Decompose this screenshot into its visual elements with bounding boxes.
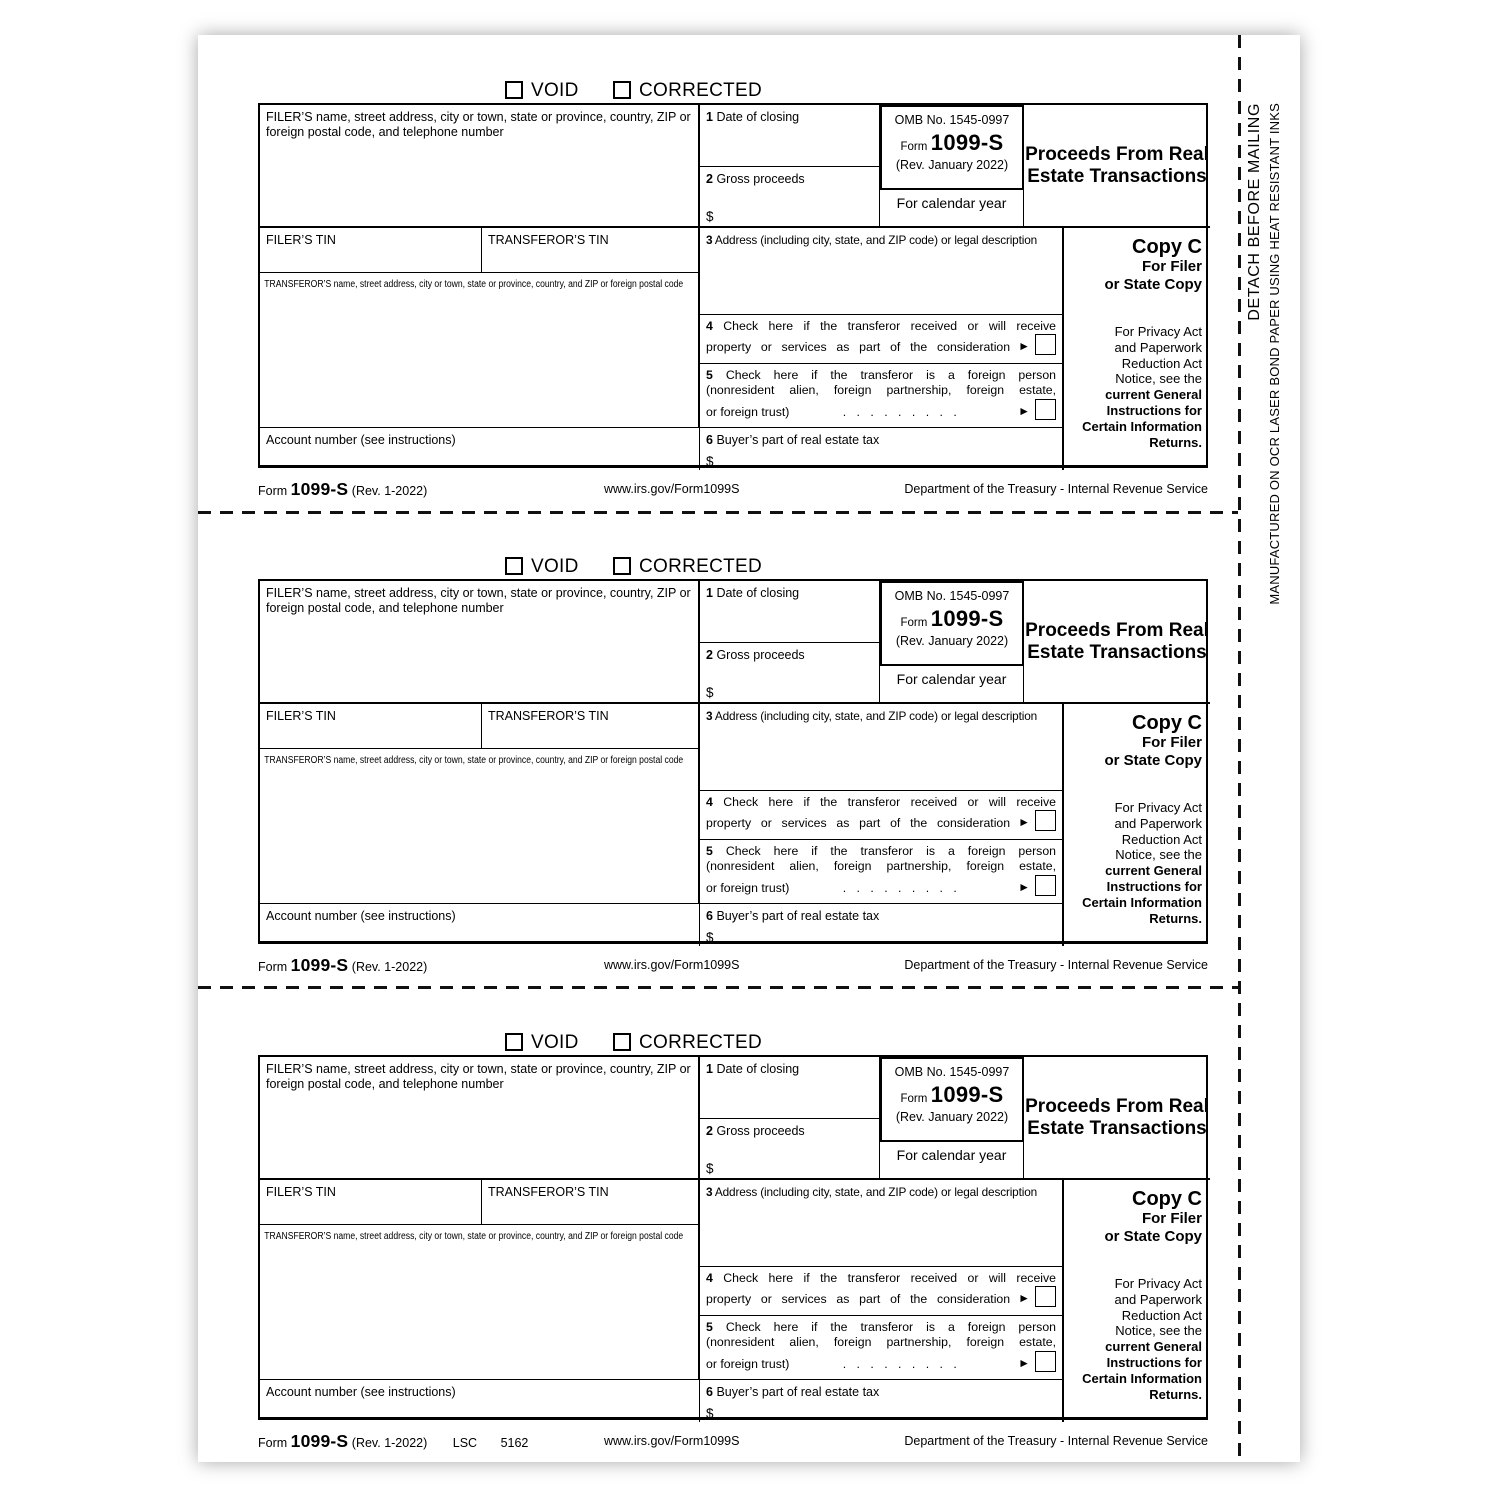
box5-text-line2: (nonresident alien, foreign partnership, foreign estate, (706, 859, 1056, 873)
box4-text-line2: property or services as part of the consideration (706, 340, 1011, 354)
form-grid (258, 1055, 1208, 1420)
void-label: VOID (531, 80, 579, 101)
transferor-tin-field[interactable] (482, 1180, 700, 1225)
transferor-tin-label: TRANSFEROR’S TIN (488, 233, 609, 247)
privacy-line-bold: Certain Information (1082, 418, 1202, 434)
footer-irs-url: www.irs.gov/Form1099S (604, 1434, 740, 1448)
filer-name-address-field[interactable] (260, 105, 700, 228)
box5-text-line2: (nonresident alien, foreign partnership, foreign estate, (706, 1335, 1056, 1349)
corrected-checkbox[interactable] (613, 81, 631, 99)
horizontal-perforation-2 (198, 986, 1238, 989)
transferor-tin-label: TRANSFEROR’S TIN (488, 709, 609, 723)
form-number-block (882, 604, 1022, 631)
filer-name-address-field[interactable] (260, 1057, 700, 1180)
form-number: 1099-S (930, 1082, 1004, 1107)
copy-subtitle-1: For Filer (1141, 734, 1202, 751)
transferor-name-address-field[interactable] (260, 1225, 700, 1380)
buyers-real-estate-tax-field[interactable] (700, 428, 1064, 470)
copy-subtitle-2: or State Copy (1104, 1228, 1202, 1245)
privacy-line-bold: Returns. (1149, 1386, 1202, 1402)
form-number-block (882, 128, 1022, 155)
box5-text-line3: or foreign trust) (706, 405, 790, 419)
privacy-line-bold: Instructions for (1106, 878, 1202, 894)
form-title (1024, 581, 1210, 704)
footer-revision: (Rev. 1-2022) (351, 1436, 428, 1450)
form-1099s-copy-1 (258, 78, 1208, 498)
form-sheet (198, 35, 1300, 1462)
form-footer (258, 955, 1208, 977)
filer-tin-field[interactable] (260, 1180, 482, 1225)
box6-number: 6 (706, 1385, 713, 1399)
privacy-line-bold: Certain Information (1082, 894, 1202, 910)
account-number-field[interactable] (260, 904, 700, 946)
corrected-label: CORRECTED (639, 80, 763, 101)
filer-tin-label: FILER’S TIN (266, 709, 336, 723)
date-of-closing-field[interactable] (700, 581, 880, 643)
box3-label: Address (including city, state, and ZIP code) or legal description (714, 233, 1038, 247)
footer-department: Department of the Treasury - Internal Revenue Service (904, 482, 1208, 496)
filer-name-address-label: FILER’S name, street address, city or town, state or province, country, ZIP or foreign postal code, and telephone number (266, 586, 691, 615)
privacy-act-notice (1082, 800, 1202, 926)
void-checkbox[interactable] (505, 557, 523, 575)
box4-text-line2: property or services as part of the consideration (706, 816, 1011, 830)
paper-stock-text: MANUFACTURED ON OCR LASER BOND PAPER USING HEAT RESISTANT INKS (1267, 103, 1282, 605)
box5-checkbox[interactable] (1035, 399, 1056, 420)
omb-block (880, 105, 1024, 190)
filer-name-address-label: FILER’S name, street address, city or town, state or province, country, ZIP or foreign postal code, and telephone number (266, 1062, 691, 1091)
box6-number: 6 (706, 909, 713, 923)
omb-number: OMB No. 1545-0997 (894, 113, 1010, 127)
omb-block (880, 1057, 1024, 1142)
form-title (1024, 1057, 1210, 1180)
box5-checkbox[interactable] (1035, 875, 1056, 896)
box3-label: Address (including city, state, and ZIP code) or legal description (714, 709, 1038, 723)
privacy-line-bold: Returns. (1149, 910, 1202, 926)
box4-number: 4 (706, 795, 713, 809)
corrected-checkbox[interactable] (613, 1033, 631, 1051)
form-title (1024, 105, 1210, 228)
footer-department: Department of the Treasury - Internal Revenue Service (904, 1434, 1208, 1448)
form-revision: (Rev. January 2022) (895, 158, 1009, 172)
void-corrected-row (258, 554, 1208, 578)
omb-number: OMB No. 1545-0997 (894, 1065, 1010, 1079)
box4-checkbox[interactable] (1035, 810, 1056, 831)
copy-designation-column (1064, 704, 1210, 946)
privacy-line-bold: current General (1105, 387, 1202, 403)
footer-form-number: 1099-S (290, 1431, 349, 1451)
horizontal-perforation-1 (198, 511, 1238, 514)
privacy-line: Notice, see the (1115, 371, 1202, 387)
corrected-checkbox[interactable] (613, 557, 631, 575)
pointer-arrow-icon: ► (1018, 880, 1030, 894)
footer-department: Department of the Treasury - Internal Revenue Service (904, 958, 1208, 972)
copy-subtitle-1: For Filer (1141, 1210, 1202, 1227)
privacy-line: and Paperwork (1114, 339, 1202, 355)
side-strip (1245, 103, 1282, 670)
filer-tin-label: FILER’S TIN (266, 1185, 336, 1199)
address-legal-description-field[interactable] (700, 228, 1064, 315)
filer-name-address-label: FILER’S name, street address, city or town, state or province, country, ZIP or foreign postal code, and telephone number (266, 110, 691, 139)
form-title-line1: Proceeds From Real (1025, 620, 1209, 641)
address-legal-description-field[interactable] (700, 704, 1064, 791)
box6-dollar-sign: $ (706, 454, 714, 469)
pointer-arrow-icon: ► (1018, 1356, 1030, 1370)
filer-tin-field[interactable] (260, 704, 482, 749)
omb-block (880, 581, 1024, 666)
privacy-line: Notice, see the (1115, 1323, 1202, 1339)
privacy-line: For Privacy Act (1114, 324, 1202, 339)
calendar-year-field[interactable] (880, 190, 1024, 228)
form-footer (258, 479, 1208, 501)
privacy-line-bold: Returns. (1149, 434, 1202, 450)
calendar-year-field[interactable] (880, 666, 1024, 704)
box4-checkbox[interactable] (1035, 334, 1056, 355)
box5-number: 5 (706, 368, 713, 382)
footer-irs-url: www.irs.gov/Form1099S (604, 958, 740, 972)
privacy-line: and Paperwork (1114, 815, 1202, 831)
box5-text-line1: Check here if the transferor is a foreign person (725, 844, 1056, 858)
transferor-name-address-label: TRANSFEROR’S name, street address, city or town, state or province, country, and ZIP or foreign postal code (264, 755, 684, 766)
form-title-line1: Proceeds From Real (1025, 1096, 1209, 1117)
privacy-line-bold: Instructions for (1106, 1354, 1202, 1370)
box3-number: 3 (706, 233, 713, 247)
corrected-label: CORRECTED (639, 556, 763, 577)
printer-code-number: 5162 (500, 1436, 529, 1450)
box1-label: Date of closing (716, 110, 800, 124)
box4-checkbox[interactable] (1035, 1286, 1056, 1307)
box4-text-line1: Check here if the transferor received or will receive (723, 1271, 1057, 1285)
pointer-arrow-icon: ► (1018, 815, 1030, 829)
box5-text-line2: (nonresident alien, foreign partnership, foreign estate, (706, 383, 1056, 397)
footer-revision: (Rev. 1-2022) (351, 484, 428, 498)
footer-form-word: Form (258, 1436, 288, 1450)
box2-label: Gross proceeds (716, 172, 805, 186)
privacy-line: Reduction Act (1121, 355, 1202, 371)
copy-title: Copy C (1132, 1188, 1202, 1210)
address-legal-description-field[interactable] (700, 1180, 1064, 1267)
footer-revision: (Rev. 1-2022) (351, 960, 428, 974)
privacy-line: For Privacy Act (1114, 1276, 1202, 1291)
filer-tin-field[interactable] (260, 228, 482, 273)
form-number-block (882, 1080, 1022, 1107)
box4-text-line2: property or services as part of the consideration (706, 1292, 1011, 1306)
box4-text-line1: Check here if the transferor received or will receive (723, 795, 1057, 809)
box2-number: 2 (706, 172, 713, 186)
box2-dollar-sign: $ (706, 209, 714, 224)
copy-subtitle-2: or State Copy (1104, 752, 1202, 769)
transferor-tin-field[interactable] (482, 228, 700, 273)
box4-text-line1: Check here if the transferor received or will receive (723, 319, 1057, 333)
privacy-line: Reduction Act (1121, 831, 1202, 847)
buyers-real-estate-tax-field[interactable] (700, 904, 1064, 946)
account-number-label: Account number (see instructions) (266, 1385, 456, 1399)
pointer-arrow-icon: ► (1018, 339, 1030, 353)
box4-number: 4 (706, 1271, 713, 1285)
box1-number: 1 (706, 586, 713, 600)
box5-number: 5 (706, 844, 713, 858)
box2-label: Gross proceeds (716, 1124, 805, 1138)
box6-dollar-sign: $ (706, 1406, 714, 1421)
box4-number: 4 (706, 319, 713, 333)
printer-code-lsc: LSC (452, 1436, 478, 1450)
filer-tin-label: FILER’S TIN (266, 233, 336, 247)
calendar-year-label: For calendar year (896, 195, 1007, 211)
date-of-closing-field[interactable] (700, 1057, 880, 1119)
box2-label: Gross proceeds (716, 648, 805, 662)
form-title-line1: Proceeds From Real (1025, 144, 1209, 165)
form-revision: (Rev. January 2022) (895, 1110, 1009, 1124)
gross-proceeds-field[interactable] (700, 1119, 880, 1180)
account-number-label: Account number (see instructions) (266, 433, 456, 447)
form-title-line2: Estate Transactions (1027, 1117, 1207, 1139)
void-checkbox[interactable] (505, 81, 523, 99)
privacy-line-bold: current General (1105, 1339, 1202, 1355)
footer-form-number: 1099-S (290, 479, 349, 499)
box5-number: 5 (706, 1320, 713, 1334)
box6-dollar-sign: $ (706, 930, 714, 945)
account-number-field[interactable] (260, 1380, 700, 1422)
form-title-line2: Estate Transactions (1027, 165, 1207, 187)
box4-property-services-check (700, 791, 1064, 840)
box2-dollar-sign: $ (706, 1161, 714, 1176)
box2-dollar-sign: $ (706, 685, 714, 700)
copy-designation-column (1064, 228, 1210, 470)
void-corrected-row (258, 1030, 1208, 1054)
privacy-line-bold: Certain Information (1082, 1370, 1202, 1386)
form-footer (258, 1431, 1208, 1453)
box1-label: Date of closing (716, 1062, 800, 1076)
privacy-act-notice (1082, 324, 1202, 450)
form-1099s-copy-2 (258, 554, 1208, 974)
pointer-arrow-icon: ► (1018, 1291, 1030, 1305)
dot-leaders: . . . . . . . . . (842, 881, 957, 895)
form-grid (258, 579, 1208, 944)
copy-title: Copy C (1132, 236, 1202, 258)
filer-name-address-field[interactable] (260, 581, 700, 704)
dot-leaders: . . . . . . . . . (842, 1357, 957, 1371)
privacy-line: Notice, see the (1115, 847, 1202, 863)
date-of-closing-field[interactable] (700, 105, 880, 167)
omb-number: OMB No. 1545-0997 (894, 589, 1010, 603)
gross-proceeds-field[interactable] (700, 167, 880, 228)
box5-foreign-person-check (700, 1316, 1064, 1380)
buyers-real-estate-tax-field[interactable] (700, 1380, 1064, 1422)
privacy-line-bold: current General (1105, 863, 1202, 879)
footer-form-word: Form (258, 960, 288, 974)
void-label: VOID (531, 1032, 579, 1053)
privacy-line: Reduction Act (1121, 1307, 1202, 1323)
form-grid (258, 103, 1208, 468)
copy-subtitle-1: For Filer (1141, 258, 1202, 275)
form-title-line2: Estate Transactions (1027, 641, 1207, 663)
calendar-year-field[interactable] (880, 1142, 1024, 1180)
box3-number: 3 (706, 709, 713, 723)
transferor-name-address-label: TRANSFEROR’S name, street address, city or town, state or province, country, and ZIP or foreign postal code (264, 1231, 684, 1242)
calendar-year-label: For calendar year (896, 671, 1007, 687)
transferor-tin-label: TRANSFEROR’S TIN (488, 1185, 609, 1199)
box1-label: Date of closing (716, 586, 800, 600)
box5-text-line1: Check here if the transferor is a foreign person (725, 368, 1056, 382)
transferor-name-address-field[interactable] (260, 273, 700, 428)
box3-number: 3 (706, 1185, 713, 1199)
box6-label: Buyer’s part of real estate tax (716, 909, 880, 923)
footer-form-word: Form (258, 484, 288, 498)
box1-number: 1 (706, 110, 713, 124)
privacy-line: For Privacy Act (1114, 800, 1202, 815)
box5-text-line3: or foreign trust) (706, 881, 790, 895)
form-revision: (Rev. January 2022) (895, 634, 1009, 648)
account-number-field[interactable] (260, 428, 700, 470)
box5-checkbox[interactable] (1035, 1351, 1056, 1372)
copy-designation-column (1064, 1180, 1210, 1422)
form-number: 1099-S (930, 130, 1004, 155)
footer-irs-url: www.irs.gov/Form1099S (604, 482, 740, 496)
form-number: 1099-S (930, 606, 1004, 631)
box6-label: Buyer’s part of real estate tax (716, 433, 880, 447)
calendar-year-label: For calendar year (896, 1147, 1007, 1163)
void-checkbox[interactable] (505, 1033, 523, 1051)
privacy-line-bold: Instructions for (1106, 402, 1202, 418)
box5-text-line3: or foreign trust) (706, 1357, 790, 1371)
box6-label: Buyer’s part of real estate tax (716, 1385, 880, 1399)
form-word: Form (900, 141, 928, 153)
account-number-label: Account number (see instructions) (266, 909, 456, 923)
box6-number: 6 (706, 433, 713, 447)
copy-title: Copy C (1132, 712, 1202, 734)
box4-property-services-check (700, 1267, 1064, 1316)
box5-foreign-person-check (700, 840, 1064, 904)
box5-foreign-person-check (700, 364, 1064, 428)
void-label: VOID (531, 556, 579, 577)
dot-leaders: . . . . . . . . . (842, 405, 957, 419)
privacy-act-notice (1082, 1276, 1202, 1402)
transferor-name-address-label: TRANSFEROR’S name, street address, city or town, state or province, country, and ZIP or foreign postal code (264, 279, 684, 290)
void-corrected-row (258, 78, 1208, 102)
detach-before-mailing-text: DETACH BEFORE MAILING (1246, 103, 1263, 321)
form-1099s-copy-3 (258, 1030, 1208, 1450)
box1-number: 1 (706, 1062, 713, 1076)
pointer-arrow-icon: ► (1018, 404, 1030, 418)
form-word: Form (900, 1093, 928, 1105)
copy-subtitle-2: or State Copy (1104, 276, 1202, 293)
vertical-perforation (1238, 35, 1241, 1462)
footer-form-number: 1099-S (290, 955, 349, 975)
transferor-name-address-field[interactable] (260, 749, 700, 904)
form-word: Form (900, 617, 928, 629)
transferor-tin-field[interactable] (482, 704, 700, 749)
box2-number: 2 (706, 1124, 713, 1138)
box2-number: 2 (706, 648, 713, 662)
box4-property-services-check (700, 315, 1064, 364)
box3-label: Address (including city, state, and ZIP code) or legal description (714, 1185, 1038, 1199)
privacy-line: and Paperwork (1114, 1291, 1202, 1307)
gross-proceeds-field[interactable] (700, 643, 880, 704)
box5-text-line1: Check here if the transferor is a foreign person (725, 1320, 1056, 1334)
corrected-label: CORRECTED (639, 1032, 763, 1053)
